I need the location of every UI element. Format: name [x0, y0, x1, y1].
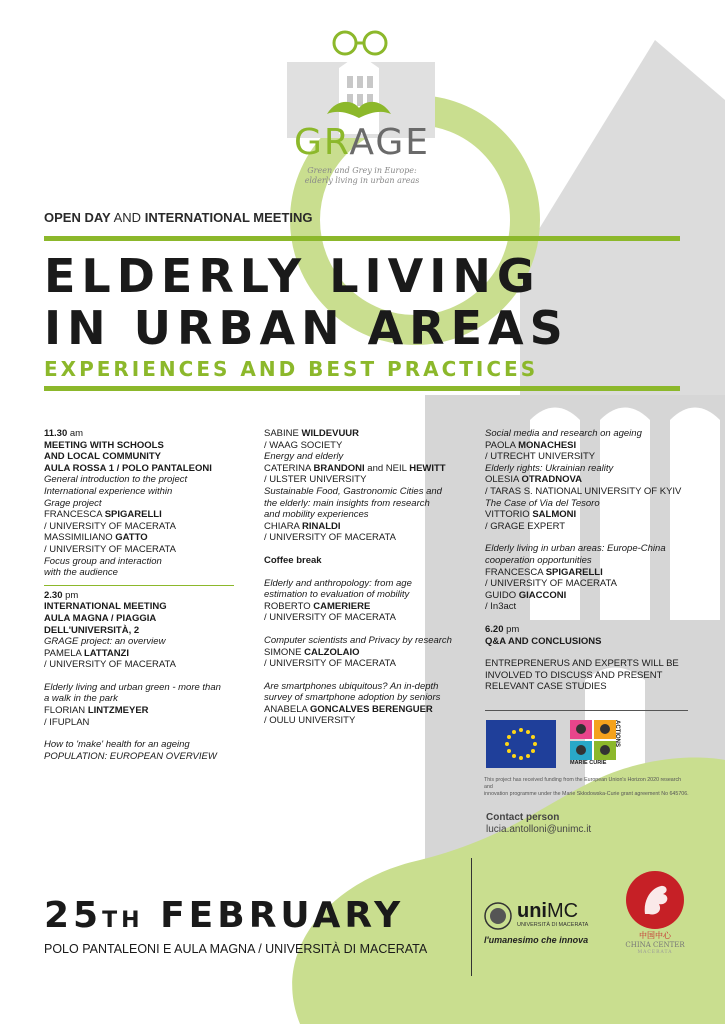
speaker: VITTORIO SALMONI: [485, 509, 577, 521]
china-center-emblem-icon: [625, 870, 685, 930]
unimc-logo: uniMC UNIVERSITÀ DI MACERATA l'umanesimo che innova: [484, 900, 589, 945]
eu-flag-logo: [486, 720, 556, 768]
speaker: SIMONE CALZOLAIO: [264, 646, 360, 658]
speaker: ROBERTO CAMERIERE: [264, 600, 371, 612]
speaker: FLORIAN LINTZMEYER: [44, 705, 149, 717]
china-center-logo: 中国中心 CHINA CENTER MACERATA: [620, 870, 690, 960]
column-3-divider: [485, 710, 688, 711]
speaker: FRANCESCA SPIGARELLI: [44, 509, 162, 521]
university-seal-icon: [484, 902, 512, 930]
coffee-break: Coffee break: [264, 554, 322, 566]
speaker: ANABELA GONCALVES BERENGUER: [264, 703, 433, 715]
grage-tagline: Green and Grey in Europe: elderly living in urban areas: [304, 166, 420, 185]
program-column-2: SABINE WILDEVUUR / WAAG SOCIETY Energy and elderly CATERINA BRANDONI and NEIL HEWITT / ULSTER UNIVERSITY Sustainable Food, Gastronomic Cities and the elderly: main insights from research and mobility experiences CHIARA RINALDI / UNIVERSITY OF MACERATA Coffee break Elderly and anthropology: from age estimation to evaluation of mobility ROBERTO CAMERIERE / UNIVERSITY OF MACERATA Computer scientists and Privacy by research SIMONE CALZOLAIO / UNIVERSITY OF MACERATA Are smartphones ubiquitous? An in-depth survey of smartphone adoption by seniors ANABELA GONCALVES BERENGUER / OULU UNIVERSITY: [264, 428, 474, 727]
page-subtitle: EXPERIENCES AND BEST PRACTICES: [44, 357, 539, 381]
program-column-3: Social media and research on ageing PAOLA MONACHESI / UTRECHT UNIVERSITY Elderly rights: Ukrainian reality OLESIA OTRADNOVA / TARAS S. NATIONAL UNIVERSITY OF KYIV The Case of Via del Tesoro VITTORIO SALMONI / GRAGE EXPERT Elderly living in urban areas: Europe-China cooperation opportunities FRANCESCA SPIGARELLI / UNIVERSITY OF MACERATA GUIDO GIACCONI / In3act 6.20 pm Q&A AND CONCLUSIONS ENTREPRENERUS AND EXPERTS WILL BE INVOLVED TO DISCUSS AND PRESENT RELEVANT CASE STUDIES: [485, 428, 690, 693]
grage-letters-green: GR: [293, 122, 350, 163]
title-line-1: ELDERLY LIVING: [44, 249, 541, 303]
marie-curie-icon: [570, 720, 616, 760]
speaker: GUIDO GIACCONI: [485, 589, 567, 601]
event-type-line: OPEN DAY AND INTERNATIONAL MEETING: [44, 210, 313, 225]
grage-logo: [287, 28, 437, 188]
eu-flag-icon: [486, 720, 556, 768]
header-bottom-rule: [44, 386, 680, 391]
title-line-2: IN URBAN AREAS: [44, 301, 569, 355]
time-620: 6.20: [485, 623, 504, 635]
contact-email[interactable]: lucia.antolloni@unimc.it: [486, 824, 592, 835]
speaker: CHIARA RINALDI: [264, 520, 341, 532]
section-divider: [44, 585, 234, 586]
time-230: 2.30: [44, 589, 63, 601]
grey-triangle-shape: [520, 40, 725, 420]
program-column-1: 11.30 am MEETING WITH SCHOOLS AND LOCAL COMMUNITY AULA ROSSA 1 / POLO PANTALEONI General introduction to the project International experience within Grage project FRANCESCA SPIGARELLI / UNIVERSITY OF MACERATA MASSIMILIANO GATTO / UNIVERSITY OF MACERATA Focus group and interaction with the audience 2.30 pm INTERNATIONAL MEETING AULA MAGNA / PIAGGIA DELL'UNIVERSITÀ, 2 GRAGE project: an overview PAMELA LATTANZI / UNIVERSITY OF MACERATA Elderly living and urban green - more than a walk in the park FLORIAN LINTZMEYER / IFUPLAN How to 'make' health for an ageing POPULATION: EUROPEAN OVERVIEW: [44, 428, 244, 762]
header-top-rule: [44, 236, 680, 241]
funding-note: This project has received funding from the European Union's Horizon 2020 research and innovation programme under the Marie Skłodowska-Curie grant agreement No 645706.: [484, 777, 689, 797]
contact-label: Contact person: [486, 812, 560, 823]
page-title: [44, 250, 569, 354]
marie-curie-logo: MARIE CURIE ACTIONS: [570, 720, 620, 766]
speaker: PAOLA MONACHESI: [485, 439, 577, 451]
speaker: OLESIA OTRADNOVA: [485, 474, 582, 486]
time-1130: 11.30: [44, 428, 68, 439]
contact-block: [486, 812, 591, 836]
speaker: CATERINA BRANDONI and NEIL HEWITT: [264, 462, 446, 474]
speaker: PAMELA LATTANZI: [44, 647, 129, 659]
speaker: FRANCESCA SPIGARELLI: [485, 566, 603, 578]
speaker: MASSIMILIANO GATTO: [44, 532, 148, 544]
event-venue: POLO PANTALEONI E AULA MAGNA / UNIVERSITÀ DI MACERATA: [44, 942, 428, 956]
speaker: SABINE WILDEVUUR: [264, 428, 360, 439]
grage-letters-grey: AGE: [349, 122, 431, 163]
event-date: 25TH FEBRUARY: [44, 895, 405, 936]
footer-divider: [471, 858, 472, 976]
